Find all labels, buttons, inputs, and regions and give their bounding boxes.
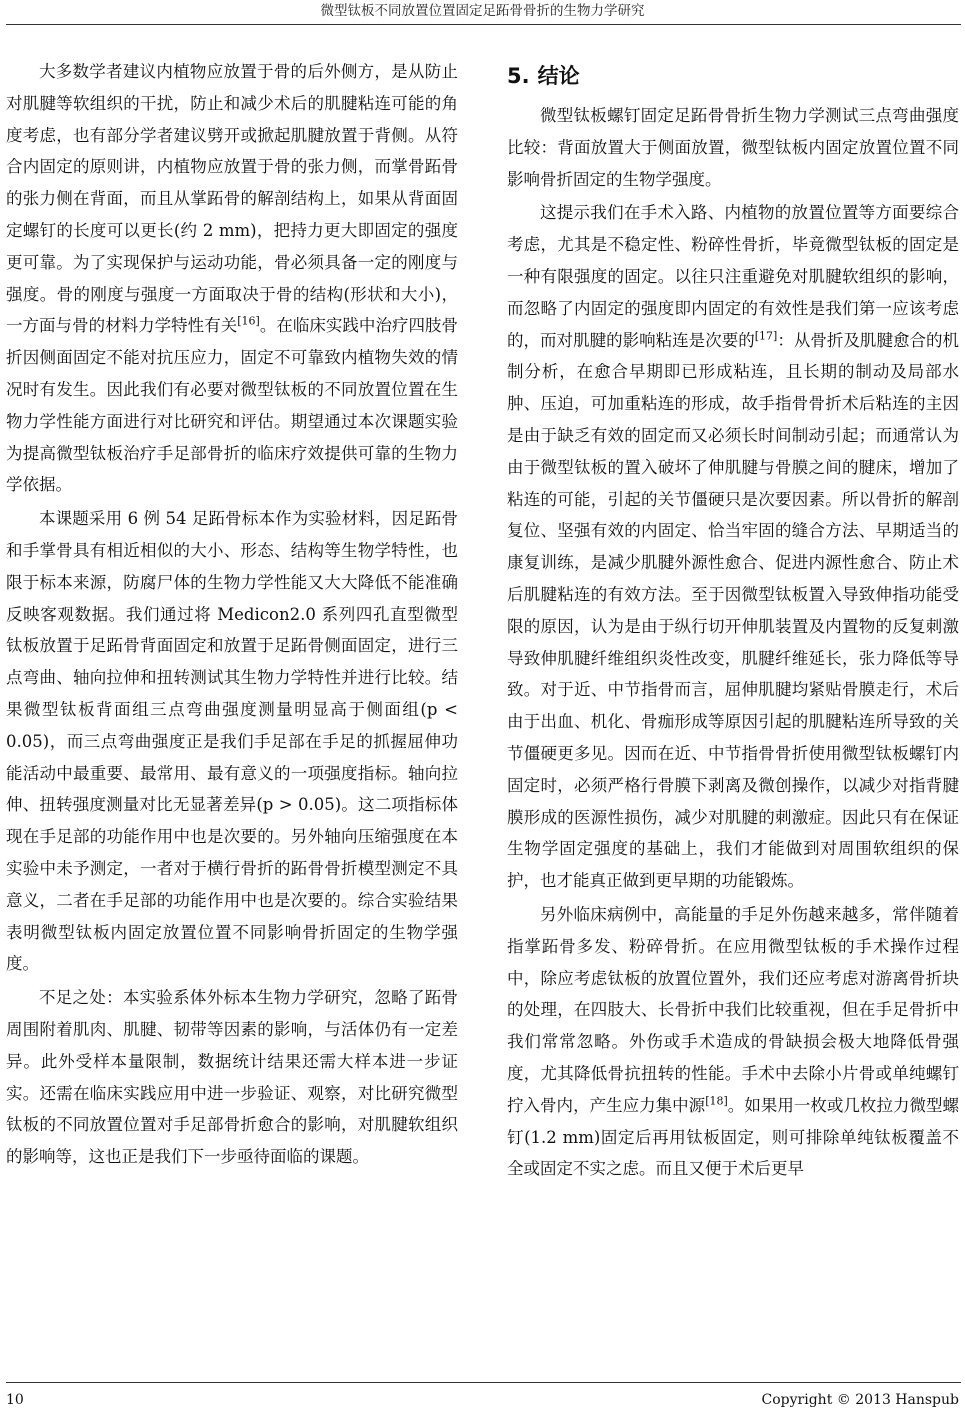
section-number: 5. [507, 64, 530, 88]
paragraph-text: 不足之处：本实验系体外标本生物力学研究，忽略了跖骨周围附着肌肉、肌腱、韧带等因素的影响，与活体仍有一定差异。此外受样本量限制，数据统计结果还需大样本进一步证实。还需在临床实践应用中进一步验证、观察，对比研究微型钛板的不同放置位置对手足部骨折愈合的影响，对肌腱软组织的影响等，这也正是我们下一步亟待面临的课题。 [6, 988, 458, 1167]
header-rule [6, 24, 961, 25]
citation: [18] [705, 1094, 728, 1108]
paragraph-text: 这提示我们在手术入路、内植物的放置位置等方面要综合考虑，尤其是不稳定性、粉碎性骨折，毕竟微型钛板的固定是一种有限强度的固定。以往只注重避免对肌腱软组织的影响，而忽略了内固定的强度即内固定的有效性是我们第一应该考虑的，而对肌腱的影响粘连是次要的 [507, 203, 959, 350]
paragraph-text: ：从骨折及肌腱愈合的机制分析，在愈合早期即已形成粘连，且长期的制动及局部水肿、压迫，可加重粘连的形成，故手指骨骨折术后粘连的主因是由于缺乏有效的固定而又必须长时间制动引起；而通常认为由于微型钛板的置入破坏了伸肌腱与骨膜之间的腱床，增加了粘连的可能，引起的关节僵硬只是次要因素。所以骨折的解剖复位、坚强有效的内固定、恰当牢固的缝合方法、早期适当的康复训练，是减少肌腱外源性愈合、促进内源性愈合、防止术后肌腱粘连的有效方法。至于因微型钛板置入导致伸指功能受限的原因，认为是由于纵行切开伸肌装置及内置物的反复刺激导致伸肌腱纤维组织炎性改变，肌腱纤维延长，张力降低等导致。对于近、中节指骨而言，屈伸肌腱均紧贴骨膜走行，术后由于出血、机化、骨痂形成等原因引起的肌腱粘连所导致的关节僵硬更多见。因而在近、中节指骨骨折使用微型钛板螺钉内固定时，必须严格行骨膜下剥离及微创操作，以减少对指背腱膜形成的医源性损伤，减少对肌腱的刺激症。因此只有在保证生物学固定强度的基础上，我们才能做到对周围软组织的保护，也才能真正做到更早期的功能锻炼。 [507, 330, 959, 891]
citation: [16] [237, 314, 260, 328]
body-paragraph [6, 56, 458, 501]
paragraph-text: 另外临床病例中，高能量的手足外伤越来越多，常伴随着指掌跖骨多发、粉碎骨折。在应用微型钛板的手术操作过程中，除应考虑钛板的放置位置外，我们还应考虑对游离骨折块的处理，在四肢大、长骨折中我们比较重视，但在手足骨折中我们常常忽略。外伤或手术造成的骨缺损会极大地降低骨强度，尤其降低骨抗扭转的性能。手术中去除小片骨或单纯螺钉拧入骨内，产生应力集中源 [507, 904, 959, 1115]
body-paragraph [6, 982, 458, 1173]
body-paragraph [6, 503, 458, 980]
paragraph-text: 本课题采用 6 例 54 足跖骨标本作为实验材料，因足跖骨和手掌骨具有相近相似的大小、形态、结构等生物学特性，也限于标本来源，防腐尸体的生物力学性能又大大降低不能准确反映客观数据。我们通过将 Medicon2.0 系列四孔直型微型钛板放置于足跖骨背面固定和放置于足跖骨侧面固定，进行三点弯曲、轴向拉伸和扭转测试其生物力学特性并进行比较。结果微型钛板背面组三点弯曲强度测量明显高于侧面组(p < 0.05)，而三点弯曲强度正是我们手足部在手足的抓握屈伸功能活动中最重要、最常用、最有意义的一项强度指标。轴向拉伸、扭转强度测量对比无显著差异(p > 0.05)。这二项指标体现在手足部的功能作用中也是次要的。另外轴向压缩强度在本实验中未予测定，一者对于横行骨折的跖骨骨折模型测定不具意义，二者在手足部的功能作用中也是次要的。综合实验结果表明微型钛板内固定放置位置不同影响骨折固定的生物学强度。 [6, 509, 458, 974]
paragraph-text: 。在临床实践中治疗四肢骨折因侧面固定不能对抗压应力，固定不可靠致内植物失效的情况时有发生。因此我们有必要对微型钛板的不同放置位置在生物力学性能方面进行对比研究和评估。期望通过本次课题实验为提高微型钛板治疗手足部骨折的临床疗效提供可靠的生物力学依据。 [6, 316, 458, 495]
paragraph-text: 微型钛板螺钉固定足跖骨骨折生物力学测试三点弯曲强度比较：背面放置大于侧面放置，微型钛板内固定放置位置不同影响骨折固定的生物学强度。 [507, 106, 959, 189]
paragraph-text: 。如果用一枚或几枚拉力微型螺钉(1.2 mm)固定后再用钛板固定，则可排除单纯钛板覆盖不全或固定不实之虑。而且又便于术后更早 [507, 1095, 959, 1179]
running-header: 微型钛板不同放置位置固定足跖骨骨折的生物力学研究 [320, 3, 645, 19]
paragraph-text: 大多数学者建议内植物应放置于骨的后外侧方，是从防止对肌腱等软组织的干扰，防止和减少术后的肌腱粘连可能的角度考虑，也有部分学者建议劈开或掀起肌腱放置于背侧。从符合内固定的原则讲，内植物应放置于骨的张力侧，而掌骨跖骨的张力侧在背面，而且从掌跖骨的解剖结构上，如果从背面固定螺钉的长度可以更长(约 2 mm)，把持力更大即固定的强度更可靠。为了实现保护与运动功能，骨必须具备一定的刚度与强度。骨的刚度与强度一方面取决于骨的结构(形状和大小)，一方面与骨的材料力学特性有关 [6, 62, 458, 336]
left-column [6, 56, 458, 1173]
body-paragraph [507, 100, 959, 195]
body-paragraph [507, 899, 959, 1185]
citation: [17] [754, 329, 778, 343]
right-column [507, 56, 959, 1185]
section-title: 结论 [537, 64, 580, 88]
copyright-notice: Copyright © 2013 Hanspub [761, 1392, 959, 1408]
footer-rule [6, 1382, 961, 1383]
page-number: 10 [6, 1392, 24, 1408]
section-heading [507, 60, 959, 92]
body-paragraph [507, 197, 959, 897]
